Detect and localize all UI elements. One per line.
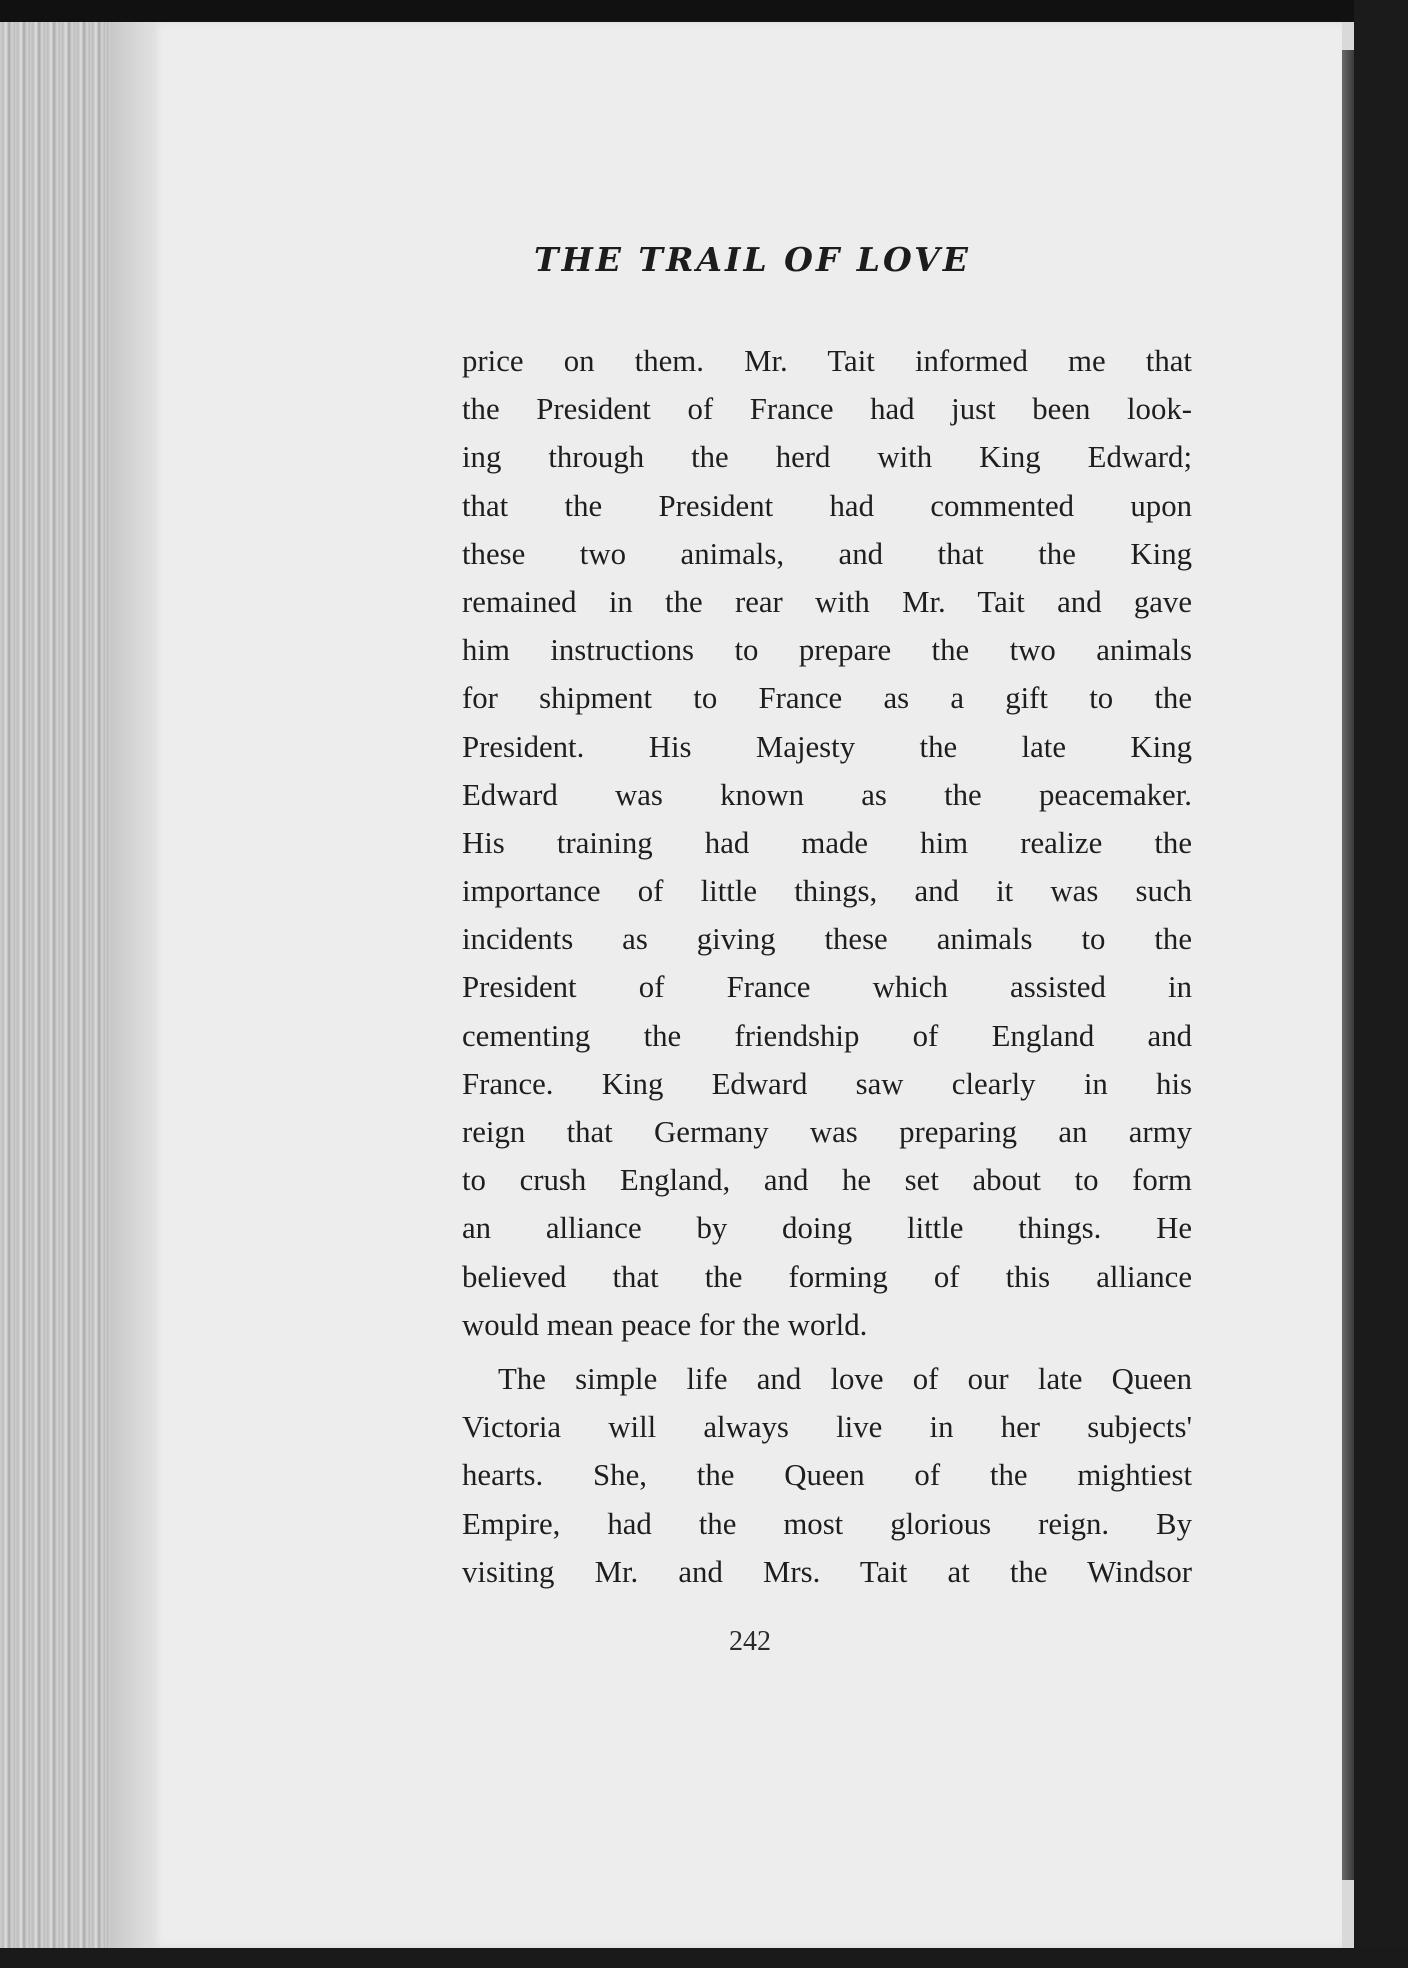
text-line: hearts. She, the Queen of the mightiest (462, 1458, 1192, 1493)
text-line: would mean peace for the world. (462, 1307, 868, 1342)
left-page-edges (0, 0, 150, 1968)
text-line: Victoria will always live in her subjects' (462, 1410, 1192, 1445)
text-line: President of France which assisted in (462, 970, 1192, 1005)
text-line: Empire, had the most glorious reign. By (462, 1506, 1192, 1541)
text-line: ing through the herd with King Edward; (462, 440, 1192, 475)
bottom-scan-border (0, 1948, 1408, 1968)
text-line: incidents as giving these animals to the (462, 922, 1192, 957)
paragraph-1 (462, 337, 1192, 1349)
body-text (462, 337, 1192, 1596)
text-line: France. King Edward saw clearly in his (462, 1066, 1192, 1101)
text-line: Edward was known as the peacemaker. (462, 777, 1192, 812)
paragraph-2 (462, 1355, 1192, 1596)
text-line: His training had made him realize the (462, 825, 1192, 860)
text-line: price on them. Mr. Tait informed me that (462, 344, 1192, 378)
text-line: the President of France had just been look- (462, 392, 1192, 427)
book-page (150, 22, 1342, 1948)
running-head: THE TRAIL OF LOVE (534, 240, 971, 279)
text-line: to crush England, and he set about to form (462, 1163, 1192, 1198)
text-line: that the President had commented upon (462, 488, 1192, 523)
top-scan-border (0, 0, 1408, 22)
text-line: cementing the friendship of England and (462, 1018, 1192, 1053)
text-line: believed that the forming of this alliance (462, 1259, 1192, 1294)
text-line: for shipment to France as a gift to the (462, 681, 1192, 716)
text-line: remained in the rear with Mr. Tait and gave (462, 584, 1192, 619)
text-line: The simple life and love of our late Queen (498, 1361, 1192, 1396)
text-line: President. His Majesty the late King (462, 729, 1192, 764)
text-line: importance of little things, and it was such (462, 874, 1192, 909)
text-line: visiting Mr. and Mrs. Tait at the Windsor (462, 1554, 1192, 1589)
page-number: 242 (729, 1626, 771, 1657)
text-line: an alliance by doing little things. He (462, 1211, 1192, 1246)
text-line: these two animals, and that the King (462, 536, 1192, 571)
text-line: reign that Germany was preparing an army (462, 1115, 1192, 1149)
text-line: him instructions to prepare the two animals (462, 633, 1192, 668)
right-scan-border (1354, 0, 1408, 1968)
book-cover-edge (1342, 50, 1354, 1880)
